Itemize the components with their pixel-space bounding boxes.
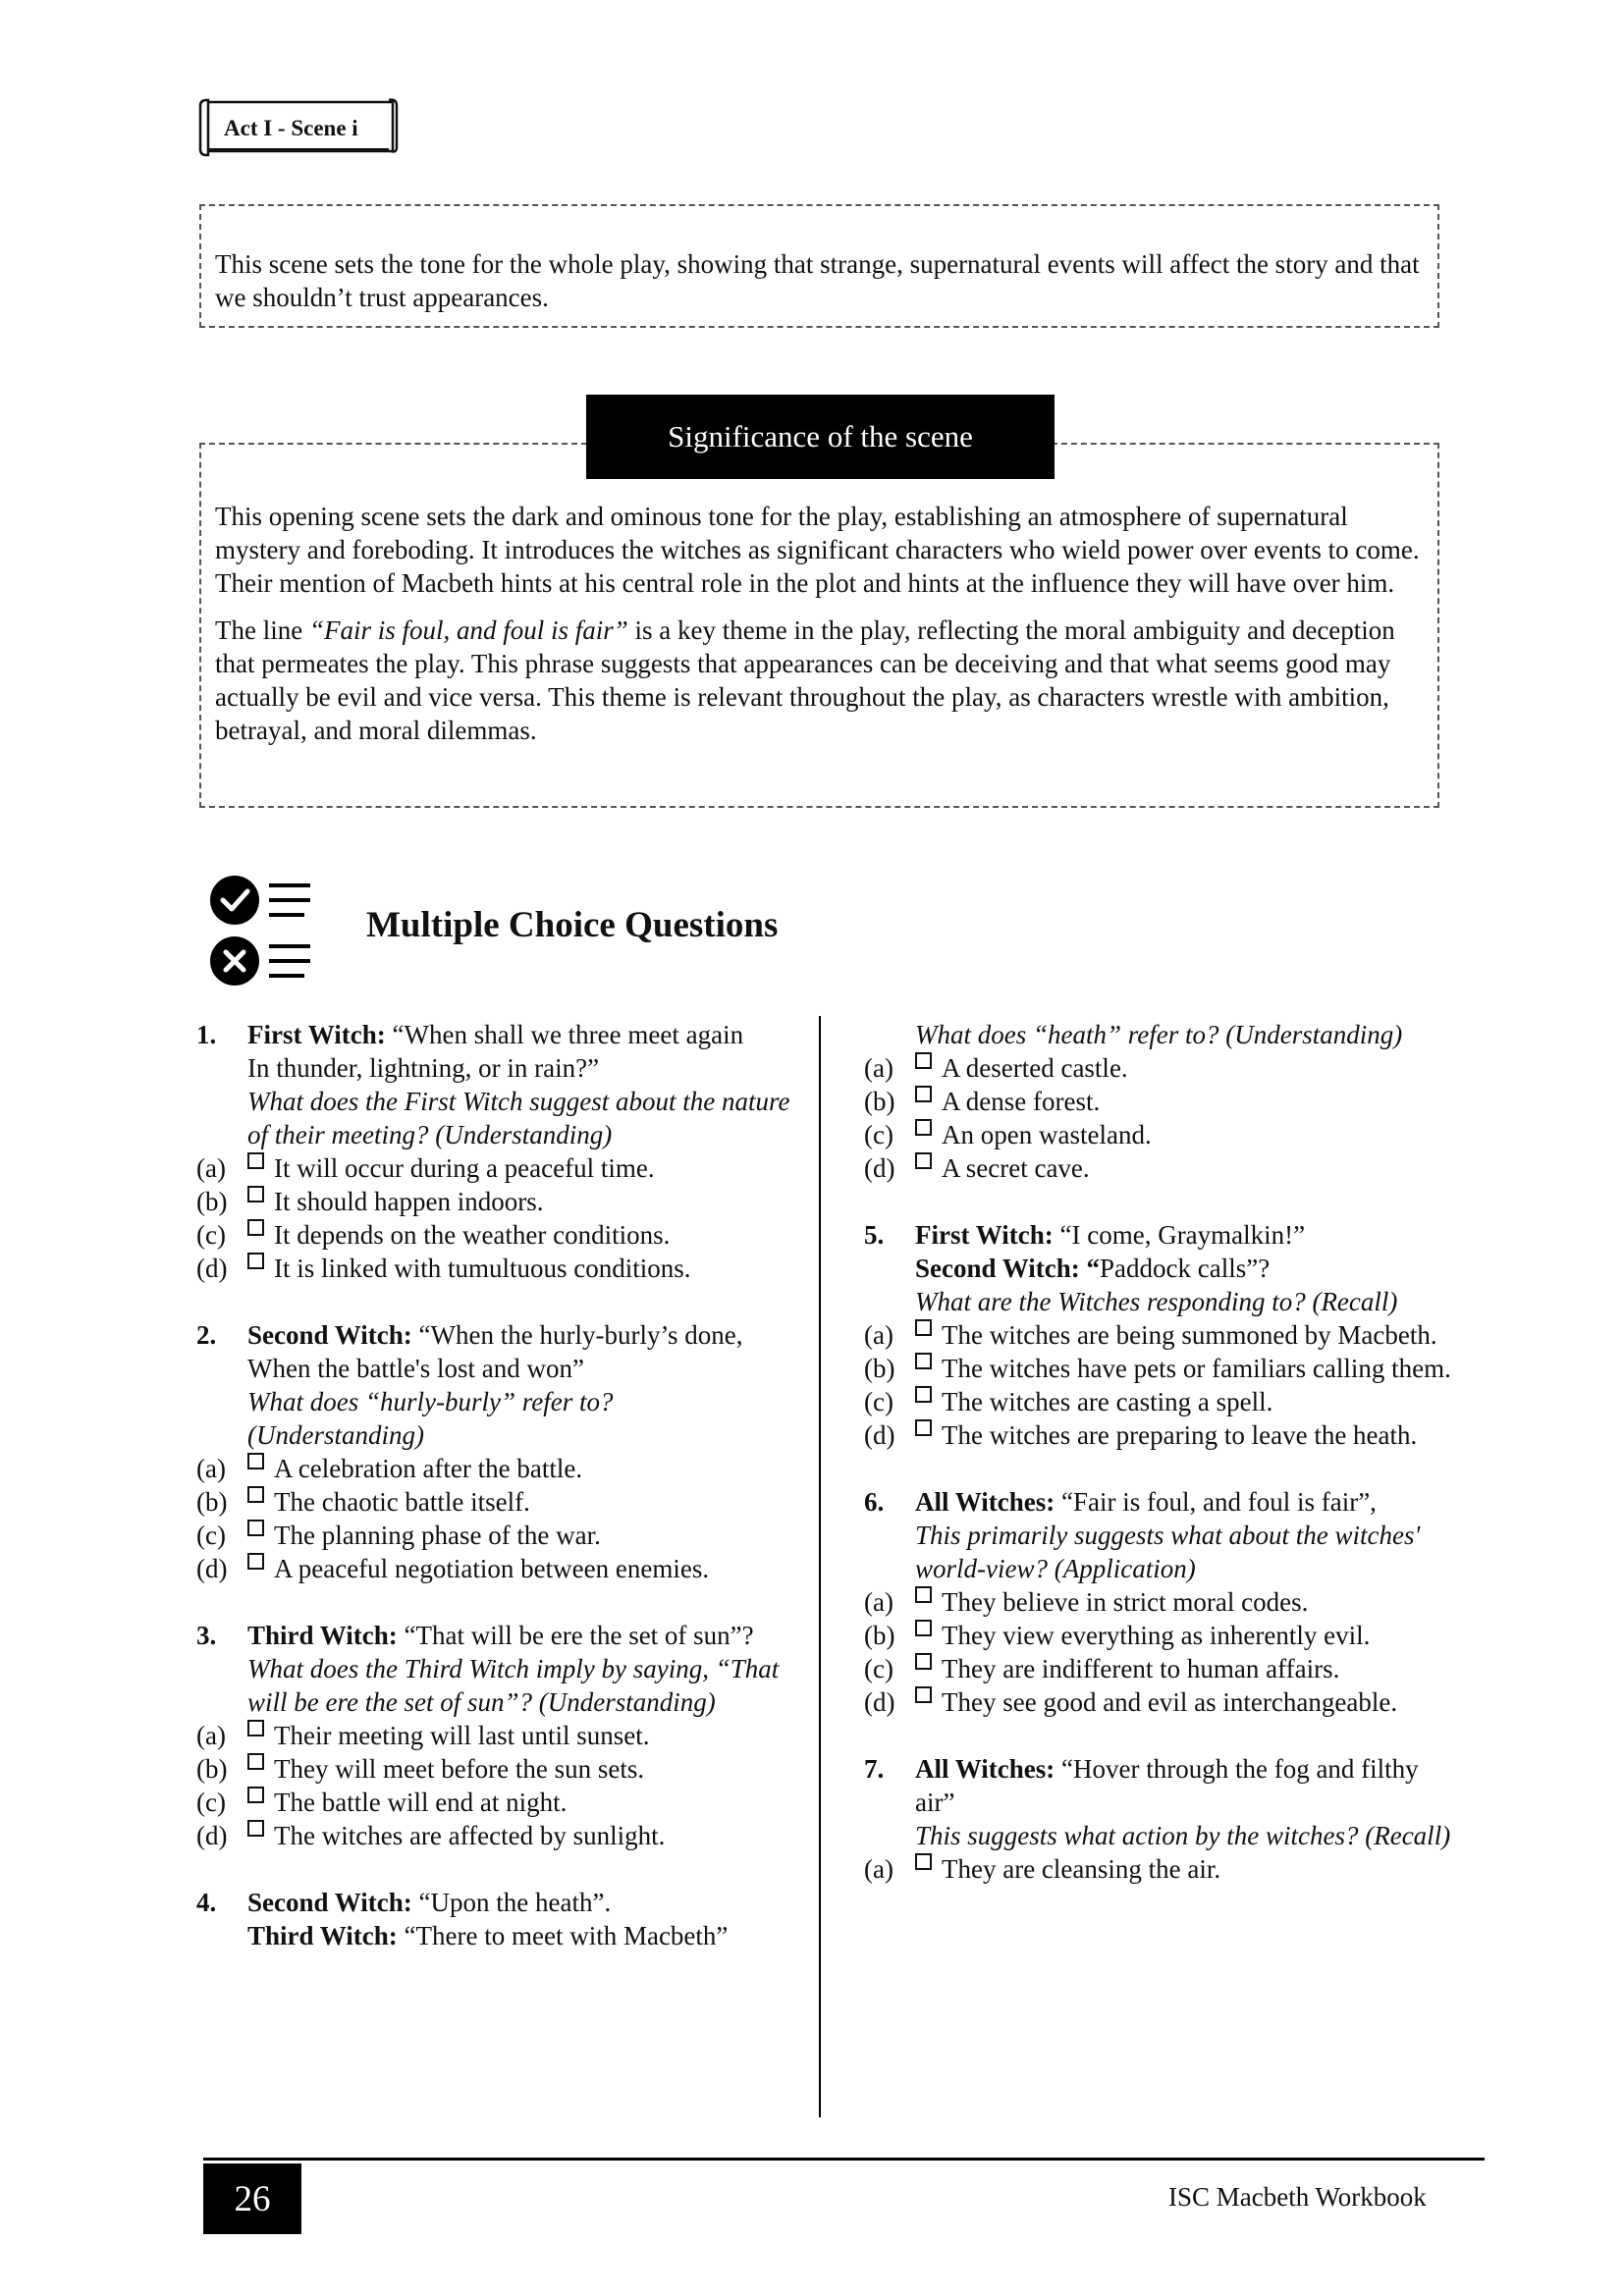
- question-number: 7.: [864, 1754, 885, 1784]
- book-title: ISC Macbeth Workbook: [1168, 2182, 1427, 2212]
- summary-box: [199, 204, 1439, 328]
- option-c[interactable]: [864, 1385, 1453, 1418]
- quote-line: “That will be ere the set of sun”?: [397, 1621, 754, 1650]
- option-a[interactable]: [196, 1151, 795, 1185]
- option-letter: (d): [196, 1821, 228, 1850]
- question-number: 2.: [196, 1320, 217, 1350]
- option-text: A secret cave.: [942, 1153, 1090, 1183]
- question-prompt: What does “hurly-burly” refer to? (Understanding): [247, 1387, 614, 1450]
- option-text: A peaceful negotiation between enemies.: [274, 1554, 710, 1583]
- significance-paragraph-1: This opening scene sets the dark and ominous tone for the play, establishing an atmosphere of supernatural mystery and foreboding. It introduces the witches as significant characters who wield power over events to come. Their mention of Macbeth hints at his central role in the plot and hints at the influence they will have over him.: [215, 502, 1420, 598]
- option-text: They see good and evil as interchangeable.: [942, 1687, 1398, 1717]
- checkbox[interactable]: [247, 1720, 264, 1736]
- option-d[interactable]: [864, 1418, 1453, 1452]
- option-letter: (b): [864, 1087, 895, 1116]
- question-6: [864, 1485, 1453, 1719]
- speaker: Second Witch:: [247, 1320, 412, 1350]
- option-letter: (b): [196, 1487, 228, 1517]
- checkbox[interactable]: [247, 1186, 264, 1202]
- option-letter: (c): [196, 1788, 226, 1817]
- checkbox[interactable]: [915, 1419, 932, 1436]
- option-text: The witches have pets or familiars calling them.: [942, 1354, 1451, 1383]
- option-c[interactable]: [196, 1786, 795, 1819]
- speaker: Third Witch:: [247, 1621, 398, 1650]
- question-1: [196, 1018, 795, 1285]
- option-letter: (c): [196, 1521, 226, 1550]
- question-number: 1.: [196, 1020, 217, 1049]
- significance-box: [199, 443, 1439, 808]
- significance-paragraph-2: [215, 614, 1424, 747]
- option-a[interactable]: [864, 1318, 1453, 1352]
- checkbox[interactable]: [915, 1086, 932, 1102]
- option-b[interactable]: [864, 1085, 1453, 1118]
- speaker: First Witch:: [915, 1220, 1054, 1250]
- quote-line: Paddock calls”?: [1100, 1254, 1271, 1283]
- option-b[interactable]: [196, 1752, 795, 1786]
- option-text: Their meeting will last until sunset.: [274, 1721, 650, 1750]
- mcq-right-column: [864, 1018, 1453, 1919]
- quote-line: “Upon the heath”.: [411, 1888, 612, 1917]
- checkbox[interactable]: [915, 1152, 932, 1169]
- option-letter: (a): [864, 1053, 893, 1083]
- quote-line: In thunder, lightning, or in rain?”: [247, 1053, 600, 1083]
- quote-line: “I come, Graymalkin!”: [1053, 1220, 1306, 1250]
- option-b[interactable]: [864, 1619, 1453, 1652]
- option-letter: (a): [864, 1854, 893, 1884]
- option-d[interactable]: [196, 1252, 795, 1285]
- quote-line: “When the hurly-burly’s done, When the battle's lost and won”: [247, 1320, 743, 1383]
- speaker: Third Witch:: [247, 1921, 398, 1950]
- option-a[interactable]: [196, 1452, 795, 1485]
- question-2: [196, 1318, 795, 1585]
- option-letter: (d): [864, 1153, 895, 1183]
- option-a[interactable]: [196, 1719, 795, 1752]
- quote-line: “There to meet with Macbeth”: [397, 1921, 729, 1950]
- option-c[interactable]: [864, 1652, 1453, 1685]
- option-letter: (a): [864, 1587, 893, 1617]
- question-prompt: What are the Witches responding to? (Recall): [915, 1287, 1398, 1316]
- option-text: A deserted castle.: [942, 1053, 1128, 1083]
- question-7: [864, 1752, 1453, 1886]
- question-number: 3.: [196, 1621, 217, 1650]
- checkbox[interactable]: [915, 1052, 932, 1069]
- option-letter: (d): [864, 1687, 895, 1717]
- option-text: A dense forest.: [942, 1087, 1101, 1116]
- checkbox[interactable]: [247, 1453, 264, 1469]
- option-text: It should happen indoors.: [274, 1187, 544, 1216]
- quote-line: “When shall we three meet again: [385, 1020, 744, 1049]
- option-b[interactable]: [196, 1485, 795, 1519]
- checkbox[interactable]: [247, 1253, 264, 1269]
- checkbox[interactable]: [915, 1853, 932, 1870]
- checkbox[interactable]: [915, 1386, 932, 1403]
- column-divider: [819, 1016, 821, 2117]
- speaker: First Witch:: [247, 1020, 386, 1049]
- option-text: The witches are casting a spell.: [942, 1387, 1273, 1416]
- option-text: They believe in strict moral codes.: [942, 1587, 1309, 1617]
- option-a[interactable]: [864, 1585, 1453, 1619]
- significance-title: Significance of the scene: [586, 395, 1055, 479]
- section-tag-label: Act I - Scene i: [224, 116, 358, 140]
- option-text: The planning phase of the war.: [274, 1521, 601, 1550]
- option-letter: (a): [196, 1721, 226, 1750]
- checkbox[interactable]: [915, 1119, 932, 1136]
- question-4-continued: [864, 1018, 1453, 1185]
- question-number: 5.: [864, 1220, 885, 1250]
- option-text: The witches are being summoned by Macbeth.: [942, 1320, 1437, 1350]
- question-number: 4.: [196, 1888, 217, 1917]
- option-text: A celebration after the battle.: [274, 1454, 583, 1483]
- option-text: They view everything as inherently evil.: [942, 1621, 1371, 1650]
- option-text: The witches are preparing to leave the heath.: [942, 1420, 1418, 1450]
- option-letter: (c): [864, 1654, 893, 1683]
- option-a[interactable]: [864, 1852, 1453, 1886]
- checkbox[interactable]: [247, 1520, 264, 1536]
- option-text: An open wasteland.: [942, 1120, 1152, 1149]
- option-b[interactable]: [864, 1352, 1453, 1385]
- option-text: It depends on the weather conditions.: [274, 1220, 671, 1250]
- quote-line: “Fair is foul, and foul is fair”,: [1055, 1487, 1377, 1517]
- option-c[interactable]: [196, 1218, 795, 1252]
- option-d[interactable]: [864, 1685, 1453, 1719]
- option-d[interactable]: [864, 1151, 1453, 1185]
- quote-line: “Hover through the fog and filthy air”: [915, 1754, 1419, 1817]
- checkbox[interactable]: [247, 1219, 264, 1236]
- checkbox[interactable]: [915, 1620, 932, 1636]
- option-c[interactable]: [864, 1118, 1453, 1151]
- question-3: [196, 1619, 795, 1852]
- checkbox[interactable]: [247, 1152, 264, 1169]
- option-text: They will meet before the sun sets.: [274, 1754, 645, 1784]
- para2-rest: is a key theme in the play, reflecting the moral ambiguity and deception that permeates the play. This phrase suggests that appearances can be deceiving and that what seems good may actually be evil and vice versa. This theme is relevant throughout the play, as characters wrestle with ambition, betrayal, and moral dilemmas.: [215, 615, 1395, 745]
- question-4: [196, 1886, 795, 1952]
- speaker: Second Witch:: [247, 1888, 412, 1917]
- question-prompt: What does the Third Witch imply by saying, “That will be ere the set of sun”? (Understanding): [247, 1654, 780, 1717]
- checkbox[interactable]: [915, 1686, 932, 1703]
- question-5: [864, 1218, 1453, 1452]
- footer-rule: [203, 2158, 1485, 2161]
- speaker: Second Witch: “: [915, 1254, 1101, 1283]
- option-letter: (a): [196, 1153, 226, 1183]
- section-tag: [196, 96, 399, 157]
- option-d[interactable]: [196, 1552, 795, 1585]
- mcq-title: Multiple Choice Questions: [366, 905, 779, 945]
- option-b[interactable]: [196, 1185, 795, 1218]
- question-prompt: This primarily suggests what about the witches' world-view? (Application): [915, 1521, 1421, 1583]
- option-letter: (b): [864, 1354, 895, 1383]
- option-text: They are indifferent to human affairs.: [942, 1654, 1340, 1683]
- option-letter: (d): [196, 1254, 228, 1283]
- option-letter: (c): [864, 1120, 893, 1149]
- checkbox[interactable]: [247, 1820, 264, 1837]
- option-text: They are cleansing the air.: [942, 1854, 1221, 1884]
- option-text: The battle will end at night.: [274, 1788, 568, 1817]
- checkbox[interactable]: [915, 1586, 932, 1603]
- page-number: 26: [203, 2163, 301, 2234]
- question-prompt: What does “heath” refer to? (Understanding): [915, 1020, 1403, 1049]
- option-letter: (c): [196, 1220, 226, 1250]
- checkbox[interactable]: [247, 1486, 264, 1503]
- checklist-icon: [208, 874, 316, 991]
- option-text: It is linked with tumultuous conditions.: [274, 1254, 691, 1283]
- option-a[interactable]: [864, 1051, 1453, 1085]
- speaker: All Witches:: [915, 1487, 1055, 1517]
- question-prompt: This suggests what action by the witches? (Recall): [915, 1821, 1451, 1850]
- checkbox[interactable]: [915, 1319, 932, 1336]
- option-text: The witches are affected by sunlight.: [274, 1821, 666, 1850]
- mcq-left-column: [196, 1018, 795, 1986]
- option-letter: (b): [864, 1621, 895, 1650]
- option-letter: (a): [196, 1454, 226, 1483]
- option-c[interactable]: [196, 1519, 795, 1552]
- option-letter: (c): [864, 1387, 893, 1416]
- summary-text: This scene sets the tone for the whole play, showing that strange, supernatural events will affect the story and that we shouldn’t trust appearances.: [215, 249, 1420, 312]
- checkbox[interactable]: [247, 1787, 264, 1803]
- para2-prefix: The line: [215, 615, 309, 645]
- option-letter: (a): [864, 1320, 893, 1350]
- option-text: It will occur during a peaceful time.: [274, 1153, 655, 1183]
- checkbox[interactable]: [915, 1653, 932, 1670]
- question-prompt: What does the First Witch suggest about the nature of their meeting? (Understanding): [247, 1087, 790, 1149]
- checkbox[interactable]: [247, 1553, 264, 1570]
- option-text: The chaotic battle itself.: [274, 1487, 530, 1517]
- option-d[interactable]: [196, 1819, 795, 1852]
- speaker: All Witches:: [915, 1754, 1055, 1784]
- option-letter: (d): [196, 1554, 228, 1583]
- para2-quote: “Fair is foul, and foul is fair”: [308, 615, 628, 645]
- checkbox[interactable]: [915, 1353, 932, 1369]
- option-letter: (b): [196, 1754, 228, 1784]
- checkbox[interactable]: [247, 1753, 264, 1770]
- question-number: 6.: [864, 1487, 885, 1517]
- option-letter: (b): [196, 1187, 228, 1216]
- option-letter: (d): [864, 1420, 895, 1450]
